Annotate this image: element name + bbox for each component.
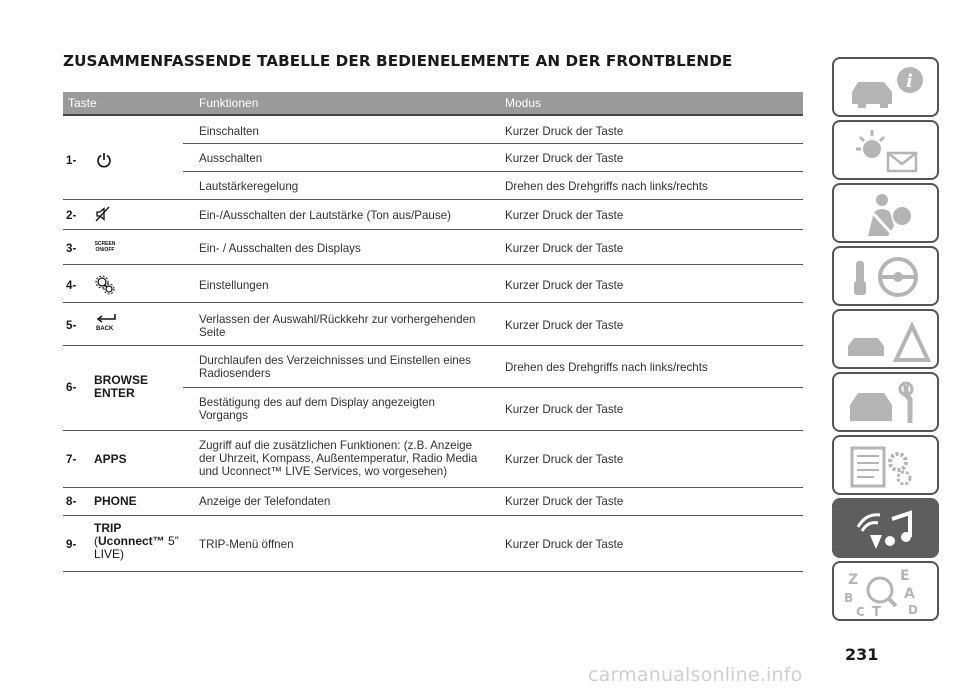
row-divider <box>63 199 803 200</box>
funktion-cell <box>199 313 475 339</box>
funktion-cell: Ein-/Ausschalten der Lautstärke (Ton aus/Pause) <box>199 209 451 222</box>
watermark: carmanualsonline.info <box>588 664 803 686</box>
trip-label <box>94 522 179 561</box>
funktion-line: Zugriff auf die zusätzlichen Funktionen: (z.B. Anzeige <box>199 439 473 452</box>
key-steering-wheel-icon <box>844 253 934 301</box>
tab-technical-data[interactable] <box>832 435 939 495</box>
page-title: ZUSAMMENFASSENDE TABELLE DER BEDIENELEMENTE AN DER FRONTBLENDE <box>63 52 733 70</box>
multimedia-icon <box>844 505 934 553</box>
row-divider <box>63 345 803 346</box>
funktion-cell: Einschalten <box>199 125 259 138</box>
modus-cell: Drehen des Drehgriffs nach links/rechts <box>505 180 708 193</box>
index-icon <box>844 568 934 618</box>
row-divider <box>63 229 803 230</box>
index-letter: A <box>904 586 915 602</box>
label-part: 5” <box>164 534 179 548</box>
row-number: 8- <box>66 495 77 508</box>
tab-warning-lights[interactable] <box>832 120 939 180</box>
index-letter: T <box>872 605 881 618</box>
car-maintenance-icon <box>844 379 934 427</box>
row-number: 7- <box>66 453 77 466</box>
row-divider <box>183 171 803 172</box>
header-taste: Taste <box>68 96 97 110</box>
airbag-seatbelt-icon <box>844 190 934 238</box>
label-line: TRIP <box>94 521 122 535</box>
header-divider <box>63 114 803 116</box>
modus-cell: Kurzer Druck der Taste <box>505 453 624 466</box>
tab-emergency[interactable] <box>832 309 939 369</box>
row-number: 3- <box>66 242 77 255</box>
modus-cell: Kurzer Druck der Taste <box>505 152 624 165</box>
row-number: 5- <box>66 319 77 332</box>
page-number: 231 <box>845 645 879 664</box>
funktion-line: und Uconnect™ LIVE Services, wo vorgesehen) <box>199 465 448 478</box>
car-info-icon <box>844 64 934 112</box>
funktion-cell: Ein- / Ausschalten des Displays <box>199 242 361 255</box>
table-bottom-line <box>63 571 803 572</box>
funktion-cell <box>199 439 477 478</box>
tab-multimedia[interactable] <box>832 498 939 558</box>
funktion-line: Bestätigung des auf dem Display angezeigten <box>199 396 435 409</box>
power-icon <box>96 152 112 168</box>
modus-cell: Kurzer Druck der Taste <box>505 319 624 332</box>
label-line: ENTER <box>94 386 135 400</box>
modus-cell: Kurzer Druck der Taste <box>505 125 624 138</box>
row-number: 1- <box>66 154 77 167</box>
funktion-cell <box>199 354 471 380</box>
technical-data-icon <box>844 442 934 490</box>
index-letter: B <box>844 591 854 605</box>
back-arrow-icon <box>93 312 119 326</box>
modus-cell: Kurzer Druck der Taste <box>505 242 624 255</box>
label-line: LIVE) <box>94 547 125 561</box>
funktion-line: Radiosenders <box>199 367 271 380</box>
modus-cell: Kurzer Druck der Taste <box>505 403 624 416</box>
funktion-line: der Uhrzeit, Kompass, Außentemperatur, Radio Media <box>199 452 478 465</box>
funktion-line: Seite <box>199 326 226 339</box>
row-number: 6- <box>66 381 77 394</box>
table-header <box>63 92 803 114</box>
svg-text:i: i <box>906 71 913 92</box>
tab-index[interactable] <box>832 561 939 621</box>
row-number: 4- <box>66 279 77 292</box>
index-letter: D <box>908 603 918 617</box>
header-modus: Modus <box>505 96 542 110</box>
index-letter: Z <box>848 572 859 588</box>
browse-enter-label <box>94 374 148 400</box>
screen-onoff-icon <box>93 242 117 253</box>
modus-cell: Kurzer Druck der Taste <box>505 495 624 508</box>
row-divider <box>63 302 803 303</box>
tab-maintenance[interactable] <box>832 372 939 432</box>
modus-cell: Kurzer Druck der Taste <box>505 279 624 292</box>
back-label: BACK <box>96 326 114 332</box>
index-letter: E <box>900 568 910 584</box>
funktion-line: Vorgangs <box>199 409 248 422</box>
funktion-cell <box>199 396 435 422</box>
row-divider <box>183 143 803 144</box>
tab-airbag-seatbelt[interactable] <box>832 183 939 243</box>
row-number: 9- <box>66 538 77 551</box>
settings-gear-icon <box>94 274 116 296</box>
label-line: BROWSE <box>94 373 148 387</box>
index-letter: C <box>856 605 865 618</box>
row-divider <box>63 515 803 516</box>
onoff-label: ON/OFF <box>95 246 115 253</box>
mute-icon <box>94 205 112 223</box>
tab-car-info[interactable] <box>832 57 939 117</box>
row-divider <box>63 264 803 265</box>
header-funktionen: Funktionen <box>199 96 259 110</box>
row-number: 2- <box>66 209 77 222</box>
funktion-cell: Einstellungen <box>199 279 269 292</box>
modus-cell: Drehen des Drehgriffs nach links/rechts <box>505 361 708 374</box>
funktion-cell: Anzeige der Telefondaten <box>199 495 331 508</box>
funktion-line: Durchlaufen des Verzeichnisses und Einstellen eines <box>199 354 471 367</box>
modus-cell: Kurzer Druck der Taste <box>505 209 624 222</box>
back-icon <box>93 312 119 338</box>
modus-cell: Kurzer Druck der Taste <box>505 538 624 551</box>
emergency-triangle-icon <box>844 316 934 364</box>
tab-key-steering[interactable] <box>832 246 939 306</box>
label-part: ( <box>94 534 98 548</box>
phone-label: PHONE <box>94 494 137 508</box>
row-divider <box>63 430 803 431</box>
funktion-cell: Ausschalten <box>199 152 263 165</box>
label-part: Uconnect™ <box>98 534 165 548</box>
row-divider <box>183 387 803 388</box>
warning-lights-message-icon <box>844 127 934 175</box>
funktion-cell: Lautstärkeregelung <box>199 180 299 193</box>
screen-label: SCREEN <box>94 241 116 247</box>
funktion-cell: TRIP-Menü öffnen <box>199 538 294 551</box>
apps-label: APPS <box>94 452 127 466</box>
funktion-line: Verlassen der Auswahl/Rückkehr zur vorhergehenden <box>199 313 476 326</box>
row-divider <box>63 487 803 488</box>
